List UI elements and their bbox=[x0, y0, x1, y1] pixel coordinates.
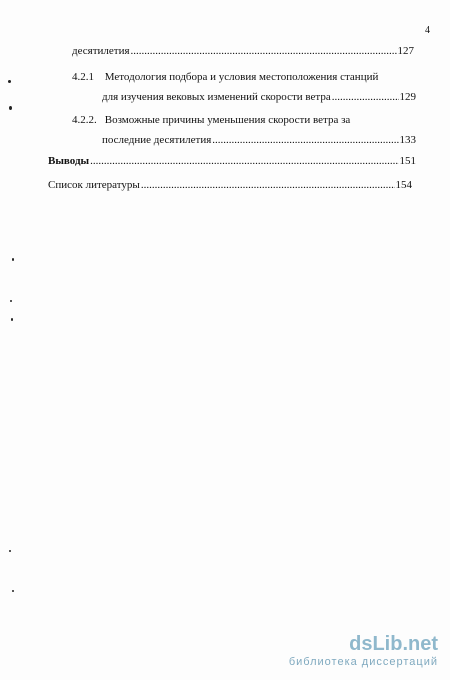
toc-entry-4-2-2-first-line bbox=[72, 113, 350, 127]
toc-page-number: 129 bbox=[399, 91, 416, 103]
toc-entry-text: Выводы bbox=[48, 155, 90, 167]
dot-leader bbox=[90, 154, 398, 168]
toc-entry-4-2-2-second-line bbox=[102, 133, 416, 147]
scan-speck bbox=[11, 318, 13, 321]
watermark bbox=[289, 633, 438, 668]
scan-speck bbox=[12, 258, 14, 261]
toc-entry-references bbox=[48, 178, 412, 192]
watermark-logo: dsLib.net bbox=[349, 633, 438, 655]
dot-leader bbox=[131, 44, 397, 58]
page-number: 4 bbox=[425, 25, 430, 36]
toc-entry-text: Возможные причины уменьшения скорости ветра за bbox=[104, 114, 351, 126]
toc-entry-conclusions bbox=[48, 154, 416, 168]
dot-leader bbox=[332, 90, 399, 104]
toc-entry-continuation bbox=[72, 44, 414, 58]
toc-entry-text: Список литературы bbox=[48, 179, 140, 191]
toc-entry-4-2-1-second-line bbox=[102, 90, 416, 104]
toc-entry-4-2-1-first-line bbox=[72, 70, 378, 84]
scan-speck bbox=[10, 300, 12, 302]
toc-page-number: 133 bbox=[399, 134, 416, 146]
dot-leader bbox=[212, 133, 398, 147]
scan-speck bbox=[12, 590, 14, 592]
toc-page-number: 127 bbox=[397, 45, 414, 57]
dot-leader bbox=[141, 178, 395, 192]
toc-page-number: 151 bbox=[399, 155, 416, 167]
watermark-subtitle: библиотека диссертаций bbox=[288, 656, 438, 668]
section-number: 4.2.1 bbox=[72, 71, 94, 83]
section-number: 4.2.2. bbox=[72, 114, 97, 126]
toc-page-number: 154 bbox=[395, 179, 412, 191]
toc-entry-text: для изучения вековых изменений скорости ветра bbox=[102, 91, 331, 103]
toc-entry-text: Методология подбора и условия местоположения станций bbox=[104, 71, 379, 83]
toc-entry-text: последние десятилетия bbox=[102, 134, 212, 146]
scan-speck bbox=[8, 80, 11, 83]
toc-entry-text: десятилетия bbox=[72, 45, 130, 57]
scan-speck bbox=[9, 106, 12, 110]
scan-speck bbox=[9, 550, 11, 552]
